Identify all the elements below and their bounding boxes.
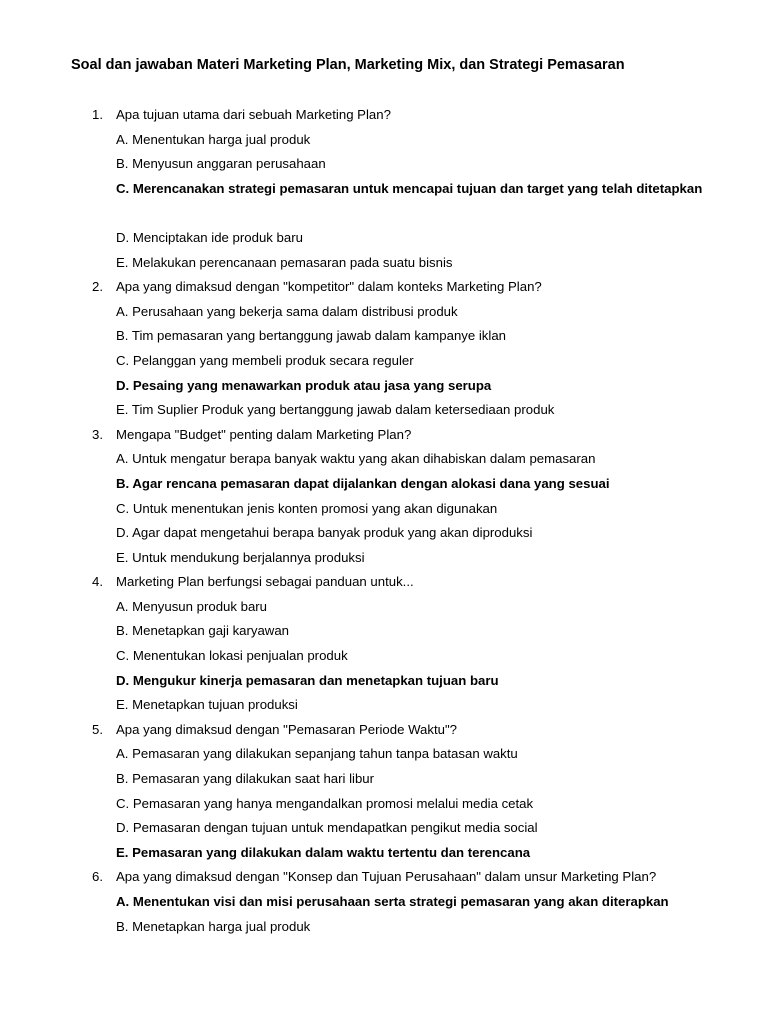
- option-4b: [0, 619, 768, 644]
- question-number: 5.: [92, 721, 103, 737]
- question-4: [0, 570, 768, 595]
- option-5b: [0, 767, 768, 792]
- question-number: 6.: [92, 869, 103, 885]
- option-text: A. Pemasaran yang dilakukan sepanjang tahun tanpa batasan waktu: [116, 746, 518, 762]
- option-text: E. Untuk mendukung berjalannya produksi: [116, 549, 365, 565]
- question-number: 4.: [92, 574, 103, 590]
- option-text: B. Pemasaran yang dilakukan saat hari libur: [116, 771, 375, 787]
- question-text: Apa yang dimaksud dengan "Pemasaran Periode Waktu"?: [116, 721, 457, 737]
- option-text: C. Pelanggan yang membeli produk secara reguler: [116, 352, 414, 368]
- option-text: E. Tim Suplier Produk yang bertanggung jawab dalam ketersediaan produk: [116, 402, 555, 418]
- option-2a: [0, 300, 768, 325]
- option-text: B. Menyusun anggaran perusahaan: [116, 156, 326, 172]
- option-5e: [0, 841, 768, 866]
- correct-option-text: C. Merencanakan strategi pemasaran untuk mencapai tujuan dan target yang telah ditetapkan: [116, 180, 703, 196]
- option-3c: [0, 497, 768, 522]
- question-2: [0, 275, 768, 300]
- option-2b: [0, 324, 768, 349]
- option-5c: [0, 792, 768, 817]
- option-text: A. Menyusun produk baru: [116, 598, 268, 614]
- correct-option-text: E. Pemasaran yang dilakukan dalam waktu tertentu dan terencana: [116, 844, 531, 860]
- document-title: Soal dan jawaban Materi Marketing Plan, Marketing Mix, dan Strategi Pemasaran: [71, 57, 625, 73]
- correct-option-text: D. Mengukur kinerja pemasaran dan menetapkan tujuan baru: [116, 672, 499, 688]
- option-3a: [0, 447, 768, 472]
- question-text: Apa yang dimaksud dengan "kompetitor" dalam konteks Marketing Plan?: [116, 279, 542, 295]
- option-text: B. Tim pemasaran yang bertanggung jawab dalam kampanye iklan: [116, 328, 506, 344]
- option-text: A. Menentukan harga jual produk: [116, 131, 311, 147]
- option-text: B. Menetapkan gaji karyawan: [116, 623, 290, 639]
- option-text: C. Menentukan lokasi penjualan produk: [116, 648, 348, 664]
- option-text: D. Menciptakan ide produk baru: [116, 229, 303, 245]
- question-1: [0, 103, 768, 128]
- question-text: Mengapa "Budget" penting dalam Marketing Plan?: [116, 426, 412, 442]
- option-text: B. Menetapkan harga jual produk: [116, 918, 311, 934]
- question-3: [0, 423, 768, 448]
- option-6b: [0, 915, 768, 940]
- option-text: C. Pemasaran yang hanya mengandalkan promosi melalui media cetak: [116, 795, 534, 811]
- correct-option-text: A. Menentukan visi dan misi perusahaan serta strategi pemasaran yang akan diterapkan: [116, 894, 669, 909]
- option-text: A. Untuk mengatur berapa banyak waktu yang akan dihabiskan dalam pemasaran: [116, 451, 596, 467]
- question-number: 3.: [92, 426, 103, 442]
- option-text: E. Melakukan perencanaan pemasaran pada suatu bisnis: [116, 254, 453, 270]
- option-text: C. Untuk menentukan jenis konten promosi yang akan digunakan: [116, 500, 498, 516]
- question-6: [0, 865, 768, 890]
- question-number: 2.: [92, 279, 103, 295]
- question-text: Apa yang dimaksud dengan "Konsep dan Tujuan Perusahaan" dalam unsur Marketing Plan?: [116, 869, 657, 885]
- option-3d: [0, 521, 768, 546]
- option-1e: [0, 251, 768, 276]
- question-number: 1.: [92, 107, 103, 122]
- option-text: D. Agar dapat mengetahui berapa banyak produk yang akan diproduksi: [116, 525, 533, 541]
- option-2d: [0, 374, 768, 399]
- correct-option-text: D. Pesaing yang menawarkan produk atau jasa yang serupa: [116, 377, 492, 393]
- option-5d: [0, 816, 768, 841]
- question-text: Apa tujuan utama dari sebuah Marketing Plan?: [116, 107, 391, 122]
- option-4d: [0, 669, 768, 694]
- question-text: Marketing Plan berfungsi sebagai panduan untuk...: [116, 574, 414, 590]
- option-text: E. Menetapkan tujuan produksi: [116, 697, 298, 713]
- correct-option-text: B. Agar rencana pemasaran dapat dijalankan dengan alokasi dana yang sesuai: [116, 475, 610, 491]
- option-5a: [0, 742, 768, 767]
- option-6a: [0, 890, 768, 915]
- option-4e: [0, 693, 768, 718]
- question-list: [0, 103, 768, 939]
- option-4a: [0, 595, 768, 620]
- question-5: [0, 718, 768, 743]
- option-3b: [0, 472, 768, 497]
- option-4c: [0, 644, 768, 669]
- option-1a: [0, 128, 768, 153]
- option-text: D. Pemasaran dengan tujuan untuk mendapatkan pengikut media social: [116, 820, 538, 836]
- option-2c: [0, 349, 768, 374]
- option-3e: [0, 546, 768, 571]
- option-text: A. Perusahaan yang bekerja sama dalam distribusi produk: [116, 303, 458, 319]
- option-2e: [0, 398, 768, 423]
- option-1c: [0, 177, 768, 226]
- option-1b: [0, 152, 768, 177]
- option-1d: [0, 226, 768, 251]
